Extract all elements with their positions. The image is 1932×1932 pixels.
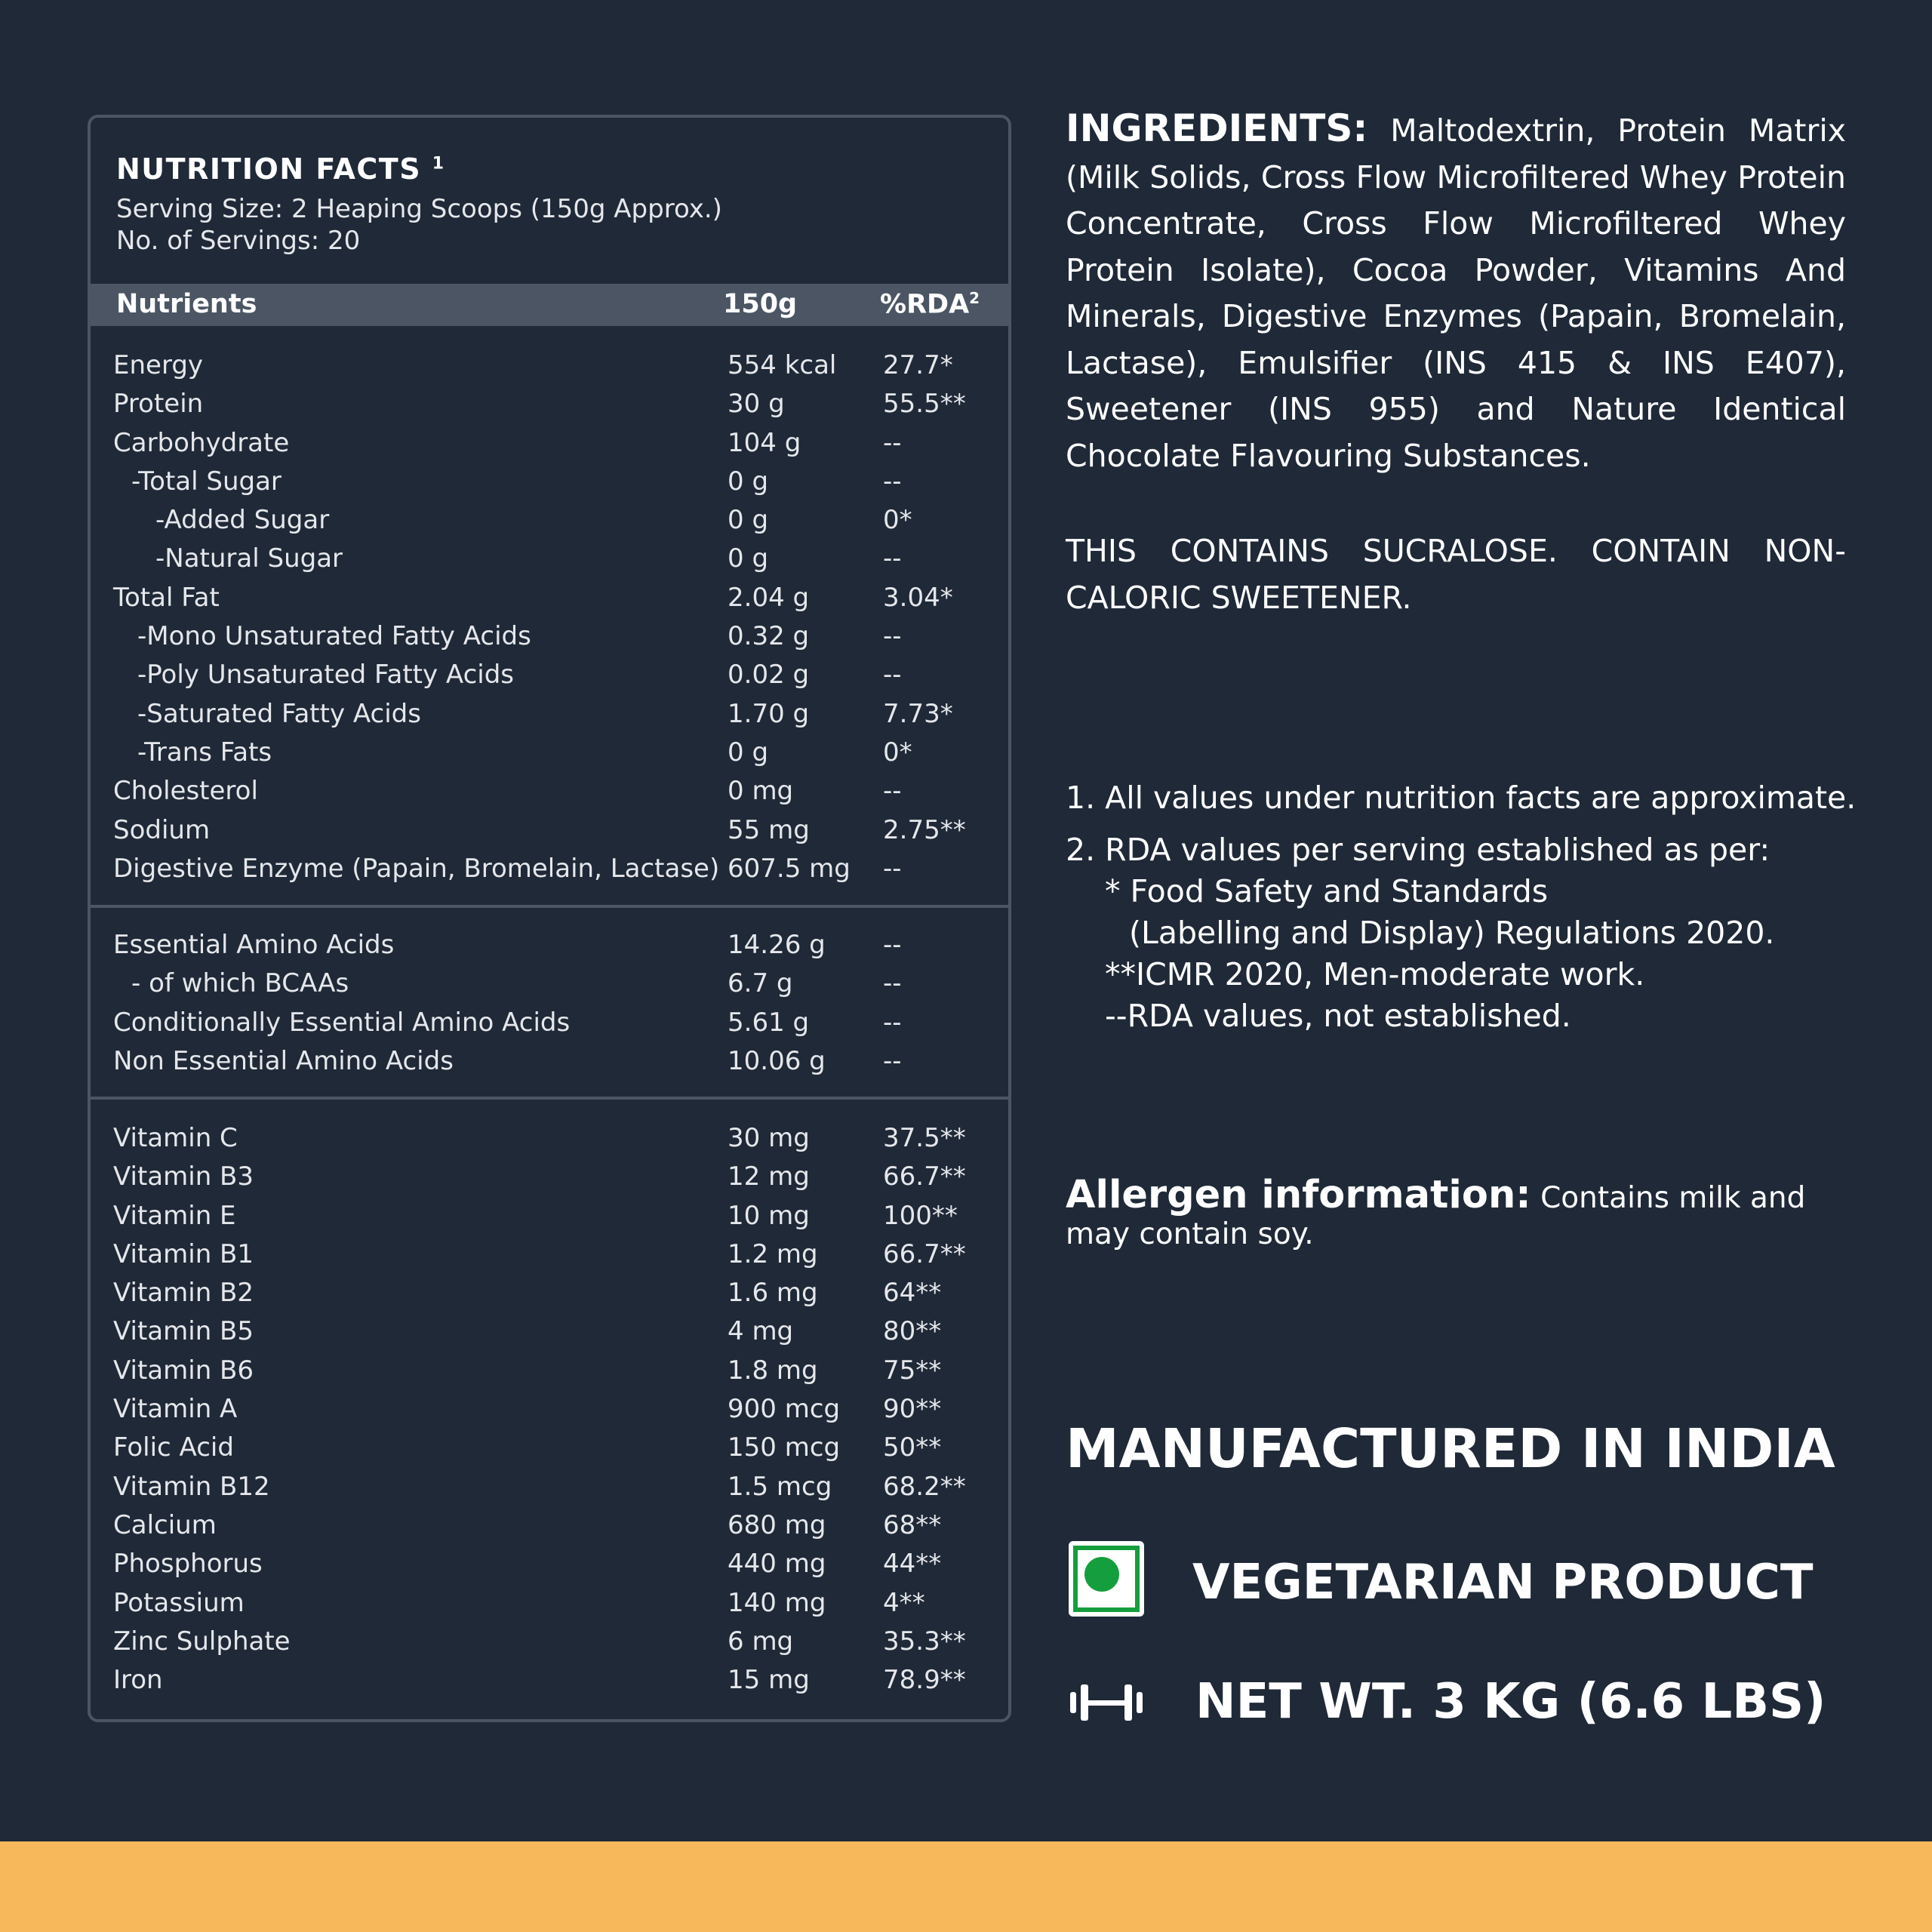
nutrient-row xyxy=(91,811,1008,849)
nutrient-name: Potassium xyxy=(113,1587,245,1618)
nutrient-rda: 3.04* xyxy=(883,582,953,613)
nutrient-row xyxy=(91,655,1008,694)
nutrient-quantity: 10.06 g xyxy=(728,1045,826,1076)
header-rda xyxy=(880,289,980,320)
nutrient-rda: -- xyxy=(883,621,902,652)
header-nutrients: Nutrients xyxy=(116,289,257,319)
nutrient-row xyxy=(91,500,1008,539)
nutrient-rda: 27.7* xyxy=(883,350,953,380)
nutrition-header xyxy=(116,152,986,257)
nutrient-quantity: 6 mg xyxy=(728,1626,794,1657)
nutrient-name: Vitamin B5 xyxy=(113,1316,254,1347)
nutrient-name: Sodium xyxy=(113,814,211,845)
nutrient-row xyxy=(91,384,1008,423)
nutrition-facts-panel xyxy=(88,115,1011,1722)
nutrient-rda: -- xyxy=(883,1007,902,1038)
nutrient-row xyxy=(91,578,1008,617)
nutrient-quantity: 14.26 g xyxy=(728,930,826,960)
vegetarian-mark-icon xyxy=(1069,1541,1144,1617)
nutrient-quantity: 2.04 g xyxy=(728,582,810,613)
nutrient-rda: 68** xyxy=(883,1509,942,1540)
sucralose-warning: THIS CONTAINS SUCRALOSE. CONTAIN NON-CALORIC SWEETENER. xyxy=(1066,533,1846,616)
nutrient-name: -Trans Fats xyxy=(137,737,272,768)
nutrient-rda: 50** xyxy=(883,1432,942,1463)
nutrient-row xyxy=(91,617,1008,655)
nutrient-rda: 75** xyxy=(883,1355,942,1386)
nutrition-title-text: NUTRITION FACTS xyxy=(116,152,422,186)
nutrient-rda: 35.3** xyxy=(883,1626,966,1657)
header-quantity: 150g xyxy=(723,289,798,319)
serving-size: Serving Size: 2 Heaping Scoops (150g Approx.) xyxy=(116,194,722,224)
nutrient-row xyxy=(91,1583,1008,1622)
nutrient-row xyxy=(91,733,1008,771)
nutrient-rda: -- xyxy=(883,427,902,458)
nutrient-name: -Saturated Fatty Acids xyxy=(137,698,421,729)
nutrient-quantity: 140 mg xyxy=(728,1587,826,1618)
nutrient-name: -Total Sugar xyxy=(131,466,281,497)
nutrient-quantity: 0 g xyxy=(728,505,769,536)
nutrient-name: Digestive Enzyme (Papain, Bromelain, Lactase) xyxy=(113,853,720,884)
nutrient-row xyxy=(91,1157,1008,1195)
nutrient-rda: 100** xyxy=(883,1200,958,1231)
footnote-2-not-established: --RDA values, not established. xyxy=(1105,998,1571,1034)
footnote-2-icmr: **ICMR 2020, Men-moderate work. xyxy=(1105,956,1645,992)
nutrient-row xyxy=(91,1312,1008,1350)
nutrient-name: Vitamin B12 xyxy=(113,1471,270,1502)
nutrient-row xyxy=(91,1273,1008,1312)
nutrient-rda: 66.7** xyxy=(883,1238,966,1269)
nutrient-name: Essential Amino Acids xyxy=(113,930,395,960)
nutrient-row xyxy=(91,1235,1008,1273)
nutrient-row xyxy=(91,423,1008,462)
nutrient-name: Protein xyxy=(113,389,204,420)
nutrient-quantity: 0 g xyxy=(728,466,769,497)
nutrient-quantity: 5.61 g xyxy=(728,1007,810,1038)
nutrient-rda: 0* xyxy=(883,737,912,768)
nutrient-group-vitamins-minerals xyxy=(91,1118,1008,1699)
nutrient-row xyxy=(91,1351,1008,1389)
nutrition-title xyxy=(116,152,986,186)
footnotes xyxy=(1066,777,1896,1037)
nutrient-name: Non Essential Amino Acids xyxy=(113,1045,454,1076)
nutrient-quantity: 30 g xyxy=(728,389,785,420)
table-divider xyxy=(91,905,1008,908)
nutrient-quantity: 440 mg xyxy=(728,1549,826,1580)
nutrient-name: Cholesterol xyxy=(113,776,258,807)
nutrient-quantity: 1.5 mcg xyxy=(728,1471,832,1502)
nutrient-quantity: 4 mg xyxy=(728,1316,794,1347)
nutrient-rda: 44** xyxy=(883,1549,942,1580)
nutrient-name: Vitamin C xyxy=(113,1123,238,1153)
nutrient-row xyxy=(91,1041,1008,1080)
header-rda-footnote: 2 xyxy=(969,289,980,307)
nutrient-row xyxy=(91,1389,1008,1428)
nutrient-name: - of which BCAAs xyxy=(131,968,349,999)
nutrient-quantity: 900 mcg xyxy=(728,1394,841,1425)
nutrient-row xyxy=(91,1506,1008,1544)
footnote-1: 1. All values under nutrition facts are approximate. xyxy=(1066,780,1857,816)
nutrient-name: Total Fat xyxy=(113,582,220,613)
nutrient-rda: -- xyxy=(883,543,902,574)
nutrient-name: Folic Acid xyxy=(113,1432,234,1463)
nutrient-rda: 64** xyxy=(883,1278,942,1309)
nutrient-rda: -- xyxy=(883,853,902,884)
nutrient-row xyxy=(91,1622,1008,1660)
nutrient-name: Phosphorus xyxy=(113,1549,263,1580)
nutrient-name: Vitamin B3 xyxy=(113,1161,254,1192)
ingredients xyxy=(1066,106,1846,479)
bottom-accent-band xyxy=(0,1841,1932,1932)
vegetarian-product: VEGETARIAN PRODUCT xyxy=(1192,1555,1814,1611)
nutrient-quantity: 680 mg xyxy=(728,1509,826,1540)
manufactured-in-india: MANUFACTURED IN INDIA xyxy=(1066,1417,1835,1480)
nutrient-quantity: 55 mg xyxy=(728,814,810,845)
footnote-2: 2. RDA values per serving established as per: xyxy=(1066,832,1770,868)
allergen-information xyxy=(1066,1173,1866,1253)
nutrient-rda: -- xyxy=(883,1045,902,1076)
nutrient-quantity: 0 g xyxy=(728,543,769,574)
nutrient-group-macros xyxy=(91,346,1008,888)
ingredients-label: INGREDIENTS: xyxy=(1066,106,1368,150)
header-rda-text: %RDA xyxy=(880,289,970,320)
nutrient-quantity: 1.70 g xyxy=(728,698,810,729)
nutrient-quantity: 150 mcg xyxy=(728,1432,841,1463)
nutrient-rda: 66.7** xyxy=(883,1161,966,1192)
nutrients-table-header xyxy=(91,284,1008,326)
nutrient-quantity: 0 mg xyxy=(728,776,794,807)
nutrient-rda: 90** xyxy=(883,1394,942,1425)
nutrient-row xyxy=(91,1544,1008,1583)
footnote-2-fssai-cont: (Labelling and Display) Regulations 2020. xyxy=(1129,915,1775,951)
nutrient-name: Zinc Sulphate xyxy=(113,1626,291,1657)
nutrient-quantity: 0.32 g xyxy=(728,621,810,652)
nutrient-name: -Added Sugar xyxy=(155,505,330,536)
nutrient-name: Energy xyxy=(113,350,204,380)
nutrient-name: Calcium xyxy=(113,1509,217,1540)
nutrient-rda: 80** xyxy=(883,1316,942,1347)
nutrient-name: Vitamin B2 xyxy=(113,1278,254,1309)
nutrient-row xyxy=(91,849,1008,888)
nutrient-quantity: 15 mg xyxy=(728,1665,810,1696)
nutrient-name: Vitamin A xyxy=(113,1394,238,1425)
nutrient-row xyxy=(91,1660,1008,1699)
table-divider xyxy=(91,1097,1008,1100)
nutrient-quantity: 6.7 g xyxy=(728,968,793,999)
footnote-2-fssai: * Food Safety and Standards xyxy=(1105,873,1549,909)
nutrient-name: Conditionally Essential Amino Acids xyxy=(113,1007,571,1038)
nutrient-name: Iron xyxy=(113,1665,163,1696)
nutrient-row xyxy=(91,346,1008,384)
nutrient-quantity: 607.5 mg xyxy=(728,853,851,884)
nutrition-title-footnote: 1 xyxy=(432,154,445,174)
nutrient-rda: 37.5** xyxy=(883,1123,966,1153)
nutrient-row xyxy=(91,1003,1008,1041)
nutrient-row xyxy=(91,925,1008,964)
nutrient-quantity: 0 g xyxy=(728,737,769,768)
nutrient-rda: 4** xyxy=(883,1587,925,1618)
nutrient-row xyxy=(91,1467,1008,1506)
nutrient-rda: 7.73* xyxy=(883,698,953,729)
nutrient-row xyxy=(91,462,1008,500)
nutrient-name: Vitamin B6 xyxy=(113,1355,254,1386)
nutrient-quantity: 30 mg xyxy=(728,1123,810,1153)
nutrient-quantity: 104 g xyxy=(728,427,801,458)
nutrient-group-amino-acids xyxy=(91,925,1008,1080)
nutrient-rda: -- xyxy=(883,930,902,960)
nutrient-name: -Mono Unsaturated Fatty Acids xyxy=(137,621,531,652)
nutrient-row xyxy=(91,964,1008,1002)
nutrient-quantity: 1.8 mg xyxy=(728,1355,818,1386)
net-weight: NET WT. 3 KG (6.6 LBS) xyxy=(1195,1674,1826,1730)
allergen-label: Allergen information: xyxy=(1066,1173,1531,1217)
nutrient-rda: -- xyxy=(883,776,902,807)
nutrient-quantity: 12 mg xyxy=(728,1161,810,1192)
dumbbell-icon xyxy=(1069,1680,1144,1725)
nutrient-name: -Natural Sugar xyxy=(155,543,343,574)
nutrient-rda: 55.5** xyxy=(883,389,966,420)
nutrient-row xyxy=(91,1118,1008,1157)
nutrient-quantity: 1.2 mg xyxy=(728,1238,818,1269)
number-of-servings: No. of Servings: 20 xyxy=(116,226,361,256)
nutrient-name: -Poly Unsaturated Fatty Acids xyxy=(137,660,515,691)
nutrient-row xyxy=(91,1196,1008,1235)
nutrient-name: Vitamin B1 xyxy=(113,1238,254,1269)
nutrient-quantity: 0.02 g xyxy=(728,660,810,691)
allergen-text: Contains milk and may contain soy. xyxy=(1066,1181,1806,1251)
nutrient-name: Vitamin E xyxy=(113,1200,236,1231)
nutrient-name: Carbohydrate xyxy=(113,427,290,458)
nutrient-rda: -- xyxy=(883,466,902,497)
nutrient-rda: 68.2** xyxy=(883,1471,966,1502)
nutrient-row xyxy=(91,1428,1008,1466)
nutrient-rda: 0* xyxy=(883,505,912,536)
nutrient-rda: 2.75** xyxy=(883,814,966,845)
nutrient-rda: -- xyxy=(883,968,902,999)
nutrient-quantity: 554 kcal xyxy=(728,350,837,380)
ingredients-text: Maltodextrin, Protein Matrix (Milk Solids, Cross Flow Microfiltered Whey Protein Concentrate, Cross Flow Microfiltered Whey Protein Isolate), Cocoa Powder, Vitamins And Minerals, Digestive Enzymes (Papain, Bromelain, Lactase), Emulsifier (INS 415 & INS E407), Sweetener (INS 955) and Nature Identical Chocolate Flavouring Substances. xyxy=(1066,112,1846,474)
nutrient-row xyxy=(91,539,1008,577)
nutrient-rda: 78.9** xyxy=(883,1665,966,1696)
nutrient-row xyxy=(91,771,1008,810)
nutrient-quantity: 10 mg xyxy=(728,1200,810,1231)
nutrient-rda: -- xyxy=(883,660,902,691)
nutrient-quantity: 1.6 mg xyxy=(728,1278,818,1309)
nutrient-row xyxy=(91,694,1008,733)
